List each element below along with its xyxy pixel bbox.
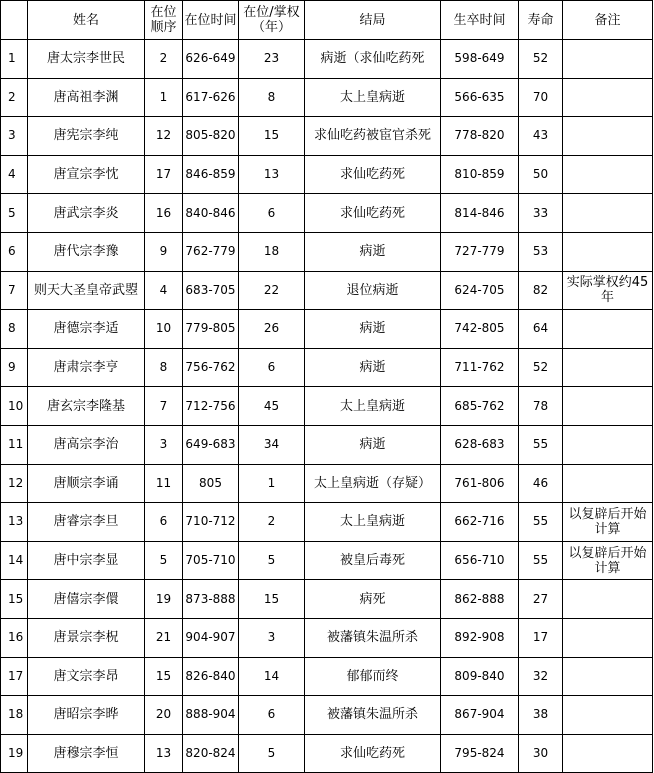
cell-age: 38 xyxy=(519,696,563,735)
table-row xyxy=(1,155,653,194)
cell-reign: 873-888 xyxy=(183,580,239,619)
cell-years: 5 xyxy=(239,734,305,773)
cell-name: 唐顺宗李诵 xyxy=(28,464,145,503)
table-row xyxy=(1,657,653,696)
cell-result: 病死 xyxy=(305,580,441,619)
table-row xyxy=(1,40,653,79)
cell-reign: 840-846 xyxy=(183,194,239,233)
cell-name: 唐高宗李治 xyxy=(28,425,145,464)
cell-years: 2 xyxy=(239,503,305,542)
header-order: 在位顺序 xyxy=(145,1,183,40)
cell-reign: 846-859 xyxy=(183,155,239,194)
cell-age: 52 xyxy=(519,348,563,387)
cell-note xyxy=(563,117,653,156)
cell-lifespan: 685-762 xyxy=(441,387,519,426)
cell-index: 14 xyxy=(1,541,28,580)
cell-name: 唐穆宗李恒 xyxy=(28,734,145,773)
cell-note xyxy=(563,618,653,657)
cell-reign: 888-904 xyxy=(183,696,239,735)
cell-index: 5 xyxy=(1,194,28,233)
cell-reign: 820-824 xyxy=(183,734,239,773)
cell-lifespan: 814-846 xyxy=(441,194,519,233)
table-row xyxy=(1,734,653,773)
cell-lifespan: 662-716 xyxy=(441,503,519,542)
cell-result: 病逝 xyxy=(305,232,441,271)
cell-reign: 712-756 xyxy=(183,387,239,426)
table-row xyxy=(1,78,653,117)
cell-name: 唐德宗李适 xyxy=(28,310,145,349)
table-row xyxy=(1,117,653,156)
cell-years: 23 xyxy=(239,40,305,79)
cell-reign: 762-779 xyxy=(183,232,239,271)
cell-note xyxy=(563,657,653,696)
header-lifespan: 生卒时间 xyxy=(441,1,519,40)
header-name: 姓名 xyxy=(28,1,145,40)
cell-lifespan: 809-840 xyxy=(441,657,519,696)
cell-result: 郁郁而终 xyxy=(305,657,441,696)
cell-result: 太上皇病逝 xyxy=(305,387,441,426)
cell-name: 唐僖宗李儇 xyxy=(28,580,145,619)
table-row xyxy=(1,387,653,426)
cell-order: 5 xyxy=(145,541,183,580)
table-body xyxy=(1,40,653,773)
cell-result: 太上皇病逝（存疑） xyxy=(305,464,441,503)
cell-age: 32 xyxy=(519,657,563,696)
cell-lifespan: 862-888 xyxy=(441,580,519,619)
table-row xyxy=(1,194,653,233)
cell-age: 30 xyxy=(519,734,563,773)
cell-note xyxy=(563,425,653,464)
cell-years: 22 xyxy=(239,271,305,310)
cell-reign: 705-710 xyxy=(183,541,239,580)
header-years: 在位/掌权（年） xyxy=(239,1,305,40)
cell-index: 1 xyxy=(1,40,28,79)
cell-result: 退位病逝 xyxy=(305,271,441,310)
table-row xyxy=(1,464,653,503)
cell-lifespan: 795-824 xyxy=(441,734,519,773)
cell-reign: 805 xyxy=(183,464,239,503)
cell-age: 46 xyxy=(519,464,563,503)
cell-name: 唐中宗李显 xyxy=(28,541,145,580)
cell-lifespan: 742-805 xyxy=(441,310,519,349)
cell-order: 9 xyxy=(145,232,183,271)
cell-name: 唐睿宗李旦 xyxy=(28,503,145,542)
cell-order: 17 xyxy=(145,155,183,194)
cell-years: 8 xyxy=(239,78,305,117)
cell-years: 15 xyxy=(239,117,305,156)
cell-lifespan: 727-779 xyxy=(441,232,519,271)
cell-age: 17 xyxy=(519,618,563,657)
cell-age: 64 xyxy=(519,310,563,349)
cell-index: 3 xyxy=(1,117,28,156)
cell-reign: 649-683 xyxy=(183,425,239,464)
cell-order: 8 xyxy=(145,348,183,387)
cell-lifespan: 598-649 xyxy=(441,40,519,79)
cell-lifespan: 656-710 xyxy=(441,541,519,580)
cell-index: 15 xyxy=(1,580,28,619)
cell-name: 唐肃宗李亨 xyxy=(28,348,145,387)
cell-result: 被藩镇朱温所杀 xyxy=(305,696,441,735)
header-result: 结局 xyxy=(305,1,441,40)
cell-note xyxy=(563,348,653,387)
cell-name: 则天大圣皇帝武曌 xyxy=(28,271,145,310)
header-note: 备注 xyxy=(563,1,653,40)
cell-age: 43 xyxy=(519,117,563,156)
cell-lifespan: 624-705 xyxy=(441,271,519,310)
cell-age: 52 xyxy=(519,40,563,79)
table-row xyxy=(1,425,653,464)
table-row xyxy=(1,618,653,657)
cell-years: 6 xyxy=(239,348,305,387)
cell-order: 11 xyxy=(145,464,183,503)
cell-name: 唐高祖李渊 xyxy=(28,78,145,117)
cell-years: 6 xyxy=(239,194,305,233)
cell-age: 55 xyxy=(519,425,563,464)
cell-order: 16 xyxy=(145,194,183,233)
cell-note xyxy=(563,40,653,79)
cell-name: 唐代宗李豫 xyxy=(28,232,145,271)
cell-name: 唐太宗李世民 xyxy=(28,40,145,79)
cell-age: 33 xyxy=(519,194,563,233)
cell-index: 17 xyxy=(1,657,28,696)
cell-order: 1 xyxy=(145,78,183,117)
cell-index: 2 xyxy=(1,78,28,117)
cell-age: 78 xyxy=(519,387,563,426)
cell-result: 求仙吃药死 xyxy=(305,194,441,233)
cell-age: 82 xyxy=(519,271,563,310)
cell-index: 8 xyxy=(1,310,28,349)
cell-result: 病逝 xyxy=(305,348,441,387)
cell-years: 14 xyxy=(239,657,305,696)
table-row xyxy=(1,541,653,580)
cell-years: 18 xyxy=(239,232,305,271)
cell-order: 3 xyxy=(145,425,183,464)
cell-note: 实际掌权约45年 xyxy=(563,271,653,310)
cell-index: 10 xyxy=(1,387,28,426)
cell-order: 4 xyxy=(145,271,183,310)
cell-order: 15 xyxy=(145,657,183,696)
cell-age: 55 xyxy=(519,541,563,580)
cell-order: 2 xyxy=(145,40,183,79)
table-row xyxy=(1,503,653,542)
cell-lifespan: 761-806 xyxy=(441,464,519,503)
cell-order: 20 xyxy=(145,696,183,735)
cell-order: 6 xyxy=(145,503,183,542)
cell-years: 26 xyxy=(239,310,305,349)
cell-reign: 683-705 xyxy=(183,271,239,310)
cell-index: 11 xyxy=(1,425,28,464)
cell-years: 13 xyxy=(239,155,305,194)
cell-age: 70 xyxy=(519,78,563,117)
cell-age: 53 xyxy=(519,232,563,271)
table-row xyxy=(1,580,653,619)
cell-age: 27 xyxy=(519,580,563,619)
cell-lifespan: 778-820 xyxy=(441,117,519,156)
cell-lifespan: 867-904 xyxy=(441,696,519,735)
cell-index: 13 xyxy=(1,503,28,542)
cell-order: 7 xyxy=(145,387,183,426)
cell-result: 求仙吃药死 xyxy=(305,155,441,194)
cell-reign: 710-712 xyxy=(183,503,239,542)
cell-reign: 617-626 xyxy=(183,78,239,117)
cell-order: 13 xyxy=(145,734,183,773)
cell-result: 求仙吃药被宦官杀死 xyxy=(305,117,441,156)
cell-index: 16 xyxy=(1,618,28,657)
cell-lifespan: 711-762 xyxy=(441,348,519,387)
cell-note xyxy=(563,387,653,426)
cell-lifespan: 892-908 xyxy=(441,618,519,657)
cell-name: 唐玄宗李隆基 xyxy=(28,387,145,426)
cell-years: 34 xyxy=(239,425,305,464)
cell-order: 19 xyxy=(145,580,183,619)
cell-order: 10 xyxy=(145,310,183,349)
header-reign: 在位时间 xyxy=(183,1,239,40)
cell-reign: 904-907 xyxy=(183,618,239,657)
cell-age: 50 xyxy=(519,155,563,194)
cell-reign: 805-820 xyxy=(183,117,239,156)
cell-note xyxy=(563,78,653,117)
cell-years: 3 xyxy=(239,618,305,657)
cell-name: 唐宣宗李忱 xyxy=(28,155,145,194)
cell-years: 1 xyxy=(239,464,305,503)
cell-name: 唐文宗李昂 xyxy=(28,657,145,696)
cell-note: 以复辟后开始计算 xyxy=(563,541,653,580)
table-row xyxy=(1,232,653,271)
cell-reign: 826-840 xyxy=(183,657,239,696)
cell-years: 45 xyxy=(239,387,305,426)
cell-age: 55 xyxy=(519,503,563,542)
cell-result: 求仙吃药死 xyxy=(305,734,441,773)
cell-note xyxy=(563,696,653,735)
cell-note xyxy=(563,734,653,773)
cell-name: 唐宪宗李纯 xyxy=(28,117,145,156)
cell-lifespan: 566-635 xyxy=(441,78,519,117)
header-age: 寿命 xyxy=(519,1,563,40)
header-row xyxy=(1,1,653,40)
cell-result: 太上皇病逝 xyxy=(305,503,441,542)
cell-index: 9 xyxy=(1,348,28,387)
cell-name: 唐昭宗李晔 xyxy=(28,696,145,735)
cell-result: 太上皇病逝 xyxy=(305,78,441,117)
cell-reign: 626-649 xyxy=(183,40,239,79)
cell-note xyxy=(563,194,653,233)
cell-note: 以复辟后开始计算 xyxy=(563,503,653,542)
cell-result: 病逝 xyxy=(305,310,441,349)
cell-index: 7 xyxy=(1,271,28,310)
cell-note xyxy=(563,232,653,271)
cell-order: 21 xyxy=(145,618,183,657)
table-row xyxy=(1,310,653,349)
header-index xyxy=(1,1,28,40)
cell-reign: 756-762 xyxy=(183,348,239,387)
cell-index: 6 xyxy=(1,232,28,271)
cell-note xyxy=(563,464,653,503)
table-row xyxy=(1,271,653,310)
cell-lifespan: 628-683 xyxy=(441,425,519,464)
cell-name: 唐景宗李柷 xyxy=(28,618,145,657)
cell-years: 15 xyxy=(239,580,305,619)
cell-result: 被藩镇朱温所杀 xyxy=(305,618,441,657)
cell-result: 被皇后毒死 xyxy=(305,541,441,580)
cell-note xyxy=(563,310,653,349)
cell-result: 病逝（求仙吃药死 xyxy=(305,40,441,79)
cell-note xyxy=(563,580,653,619)
cell-index: 19 xyxy=(1,734,28,773)
cell-reign: 779-805 xyxy=(183,310,239,349)
cell-order: 12 xyxy=(145,117,183,156)
table-row xyxy=(1,696,653,735)
cell-years: 6 xyxy=(239,696,305,735)
cell-note xyxy=(563,155,653,194)
cell-index: 12 xyxy=(1,464,28,503)
cell-lifespan: 810-859 xyxy=(441,155,519,194)
cell-index: 18 xyxy=(1,696,28,735)
cell-name: 唐武宗李炎 xyxy=(28,194,145,233)
cell-index: 4 xyxy=(1,155,28,194)
cell-years: 5 xyxy=(239,541,305,580)
table-row xyxy=(1,348,653,387)
cell-result: 病逝 xyxy=(305,425,441,464)
